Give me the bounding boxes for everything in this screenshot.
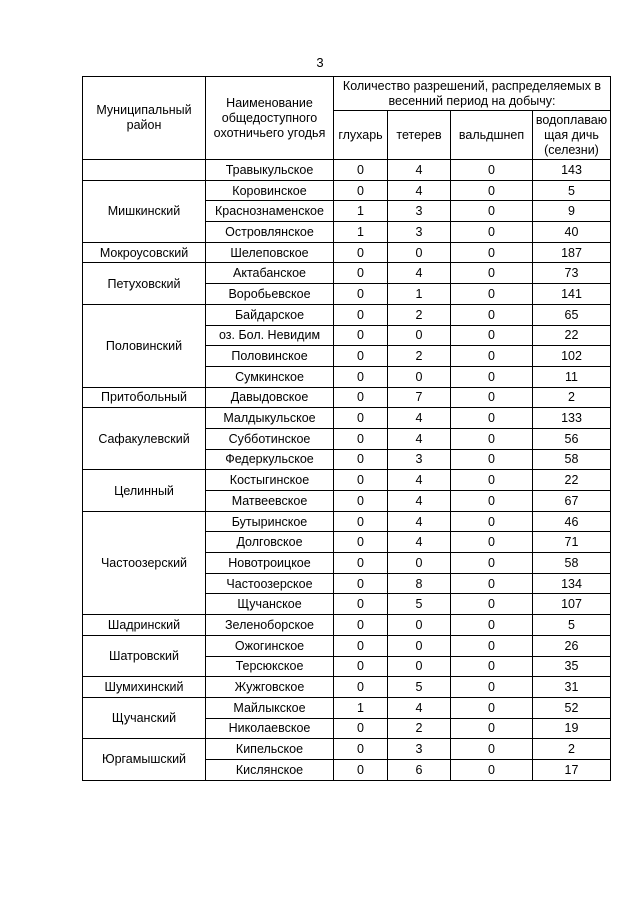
hunting-ground-cell: Новотроицкое [206,553,334,574]
capercaillie-cell: 0 [334,263,388,284]
hunting-ground-cell: Травыкульское [206,160,334,181]
header-district: Муниципальный район [83,77,206,160]
black-grouse-cell: 3 [388,222,451,243]
woodcock-cell: 0 [451,594,533,615]
capercaillie-cell: 0 [334,677,388,698]
capercaillie-cell: 0 [334,718,388,739]
capercaillie-cell: 1 [334,697,388,718]
waterfowl-cell: 22 [533,325,611,346]
hunting-ground-cell: Островлянское [206,222,334,243]
black-grouse-cell: 2 [388,346,451,367]
woodcock-cell: 0 [451,759,533,780]
black-grouse-cell: 3 [388,739,451,760]
table-row [83,635,611,656]
table-body [83,160,611,781]
capercaillie-cell: 0 [334,284,388,305]
capercaillie-cell: 0 [334,408,388,429]
woodcock-cell: 0 [451,284,533,305]
woodcock-cell: 0 [451,532,533,553]
woodcock-cell: 0 [451,615,533,636]
woodcock-cell: 0 [451,387,533,408]
hunting-ground-cell: Малдыкульское [206,408,334,429]
hunting-ground-cell: Костыгинское [206,470,334,491]
woodcock-cell: 0 [451,656,533,677]
hunting-ground-cell: Байдарское [206,304,334,325]
waterfowl-cell: 58 [533,449,611,470]
black-grouse-cell: 5 [388,594,451,615]
waterfowl-cell: 65 [533,304,611,325]
hunting-ground-cell: Половинское [206,346,334,367]
waterfowl-cell: 143 [533,160,611,181]
district-cell: Сафакулевский [83,408,206,470]
woodcock-cell: 0 [451,408,533,429]
hunting-ground-cell: Николаевское [206,718,334,739]
district-cell [83,160,206,181]
district-cell: Шатровский [83,635,206,676]
hunting-ground-cell: Сумкинское [206,366,334,387]
black-grouse-cell: 5 [388,677,451,698]
woodcock-cell: 0 [451,304,533,325]
black-grouse-cell: 3 [388,201,451,222]
capercaillie-cell: 0 [334,573,388,594]
district-cell: Целинный [83,470,206,511]
waterfowl-cell: 19 [533,718,611,739]
hunting-ground-cell: Матвеевское [206,491,334,512]
page-number: 3 [316,55,324,70]
black-grouse-cell: 4 [388,532,451,553]
district-cell: Петуховский [83,263,206,304]
district-cell: Мокроусовский [83,242,206,263]
black-grouse-cell: 0 [388,242,451,263]
woodcock-cell: 0 [451,635,533,656]
capercaillie-cell: 0 [334,366,388,387]
waterfowl-cell: 71 [533,532,611,553]
capercaillie-cell: 0 [334,428,388,449]
woodcock-cell: 0 [451,180,533,201]
waterfowl-cell: 26 [533,635,611,656]
district-cell: Шадринский [83,615,206,636]
hunting-ground-cell: Шелеповское [206,242,334,263]
hunting-ground-cell: Майлыкское [206,697,334,718]
waterfowl-cell: 187 [533,242,611,263]
header-waterfowl: водоплаваю щая дичь (селезни) [533,111,611,160]
capercaillie-cell: 0 [334,346,388,367]
hunting-ground-cell: Краснознаменское [206,201,334,222]
table-row [83,511,611,532]
table-row [83,615,611,636]
black-grouse-cell: 2 [388,718,451,739]
table-row [83,677,611,698]
woodcock-cell: 0 [451,366,533,387]
black-grouse-cell: 4 [388,697,451,718]
woodcock-cell: 0 [451,242,533,263]
hunting-ground-cell: Жужговское [206,677,334,698]
hunting-ground-cell: Субботинское [206,428,334,449]
capercaillie-cell: 0 [334,304,388,325]
black-grouse-cell: 1 [388,284,451,305]
capercaillie-cell: 0 [334,635,388,656]
capercaillie-cell: 0 [334,594,388,615]
black-grouse-cell: 2 [388,304,451,325]
woodcock-cell: 0 [451,222,533,243]
woodcock-cell: 0 [451,325,533,346]
capercaillie-cell: 0 [334,532,388,553]
waterfowl-cell: 102 [533,346,611,367]
hunting-ground-cell: Коровинское [206,180,334,201]
capercaillie-cell: 0 [334,759,388,780]
black-grouse-cell: 0 [388,635,451,656]
waterfowl-cell: 46 [533,511,611,532]
woodcock-cell: 0 [451,263,533,284]
capercaillie-cell: 0 [334,491,388,512]
table-row [83,697,611,718]
black-grouse-cell: 0 [388,366,451,387]
woodcock-cell: 0 [451,201,533,222]
district-cell: Частоозерский [83,511,206,614]
woodcock-cell: 0 [451,470,533,491]
capercaillie-cell: 0 [334,325,388,346]
black-grouse-cell: 3 [388,449,451,470]
capercaillie-cell: 1 [334,222,388,243]
hunting-ground-cell: Ожогинское [206,635,334,656]
waterfowl-cell: 2 [533,387,611,408]
woodcock-cell: 0 [451,677,533,698]
waterfowl-cell: 141 [533,284,611,305]
hunting-ground-cell: Актабанское [206,263,334,284]
hunting-ground-cell: Частоозерское [206,573,334,594]
capercaillie-cell: 0 [334,615,388,636]
table-row [83,387,611,408]
district-cell: Половинский [83,304,206,387]
capercaillie-cell: 1 [334,201,388,222]
hunting-ground-cell: Федеркульское [206,449,334,470]
table-row [83,263,611,284]
waterfowl-cell: 11 [533,366,611,387]
permits-table [82,76,611,781]
black-grouse-cell: 0 [388,553,451,574]
woodcock-cell: 0 [451,739,533,760]
black-grouse-cell: 4 [388,263,451,284]
header-permits-group: Количество разрешений, распределяемых в весенний период на добычу: [334,77,611,111]
capercaillie-cell: 0 [334,449,388,470]
header-black-grouse: тетерев [388,111,451,160]
woodcock-cell: 0 [451,449,533,470]
waterfowl-cell: 107 [533,594,611,615]
capercaillie-cell: 0 [334,553,388,574]
header-woodcock: вальдшнеп [451,111,533,160]
waterfowl-cell: 67 [533,491,611,512]
table-row [83,180,611,201]
header-hunting-ground: Наименование общедоступного охотничьего угодья [206,77,334,160]
black-grouse-cell: 4 [388,428,451,449]
header-capercaillie: глухарь [334,111,388,160]
hunting-ground-cell: Воробьевское [206,284,334,305]
waterfowl-cell: 58 [533,553,611,574]
table-row [83,408,611,429]
capercaillie-cell: 0 [334,160,388,181]
waterfowl-cell: 35 [533,656,611,677]
district-cell: Притобольный [83,387,206,408]
waterfowl-cell: 31 [533,677,611,698]
waterfowl-cell: 134 [533,573,611,594]
capercaillie-cell: 0 [334,511,388,532]
district-cell: Мишкинский [83,180,206,242]
woodcock-cell: 0 [451,718,533,739]
waterfowl-cell: 5 [533,615,611,636]
waterfowl-cell: 9 [533,201,611,222]
woodcock-cell: 0 [451,160,533,181]
waterfowl-cell: 17 [533,759,611,780]
waterfowl-cell: 2 [533,739,611,760]
waterfowl-cell: 40 [533,222,611,243]
district-cell: Юргамышский [83,739,206,780]
capercaillie-cell: 0 [334,739,388,760]
hunting-ground-cell: Терсюкское [206,656,334,677]
black-grouse-cell: 6 [388,759,451,780]
capercaillie-cell: 0 [334,387,388,408]
woodcock-cell: 0 [451,573,533,594]
table-row [83,739,611,760]
capercaillie-cell: 0 [334,470,388,491]
waterfowl-cell: 73 [533,263,611,284]
hunting-ground-cell: Щучанское [206,594,334,615]
waterfowl-cell: 52 [533,697,611,718]
capercaillie-cell: 0 [334,656,388,677]
waterfowl-cell: 56 [533,428,611,449]
black-grouse-cell: 4 [388,491,451,512]
woodcock-cell: 0 [451,346,533,367]
woodcock-cell: 0 [451,697,533,718]
black-grouse-cell: 4 [388,511,451,532]
district-cell: Щучанский [83,697,206,738]
capercaillie-cell: 0 [334,242,388,263]
waterfowl-cell: 5 [533,180,611,201]
capercaillie-cell: 0 [334,180,388,201]
hunting-ground-cell: Кипельское [206,739,334,760]
table-row [83,242,611,263]
black-grouse-cell: 8 [388,573,451,594]
waterfowl-cell: 133 [533,408,611,429]
hunting-ground-cell: Кислянское [206,759,334,780]
woodcock-cell: 0 [451,428,533,449]
table-row [83,160,611,181]
black-grouse-cell: 4 [388,470,451,491]
black-grouse-cell: 4 [388,408,451,429]
woodcock-cell: 0 [451,491,533,512]
waterfowl-cell: 22 [533,470,611,491]
district-cell: Шумихинский [83,677,206,698]
black-grouse-cell: 0 [388,325,451,346]
black-grouse-cell: 7 [388,387,451,408]
hunting-ground-cell: Давыдовское [206,387,334,408]
black-grouse-cell: 4 [388,160,451,181]
hunting-ground-cell: Долговское [206,532,334,553]
hunting-ground-cell: Зеленоборское [206,615,334,636]
table-header [83,77,611,160]
hunting-ground-cell: оз. Бол. Невидим [206,325,334,346]
table-row [83,304,611,325]
black-grouse-cell: 0 [388,656,451,677]
woodcock-cell: 0 [451,511,533,532]
black-grouse-cell: 0 [388,615,451,636]
hunting-ground-cell: Бутыринское [206,511,334,532]
table-row [83,470,611,491]
woodcock-cell: 0 [451,553,533,574]
black-grouse-cell: 4 [388,180,451,201]
